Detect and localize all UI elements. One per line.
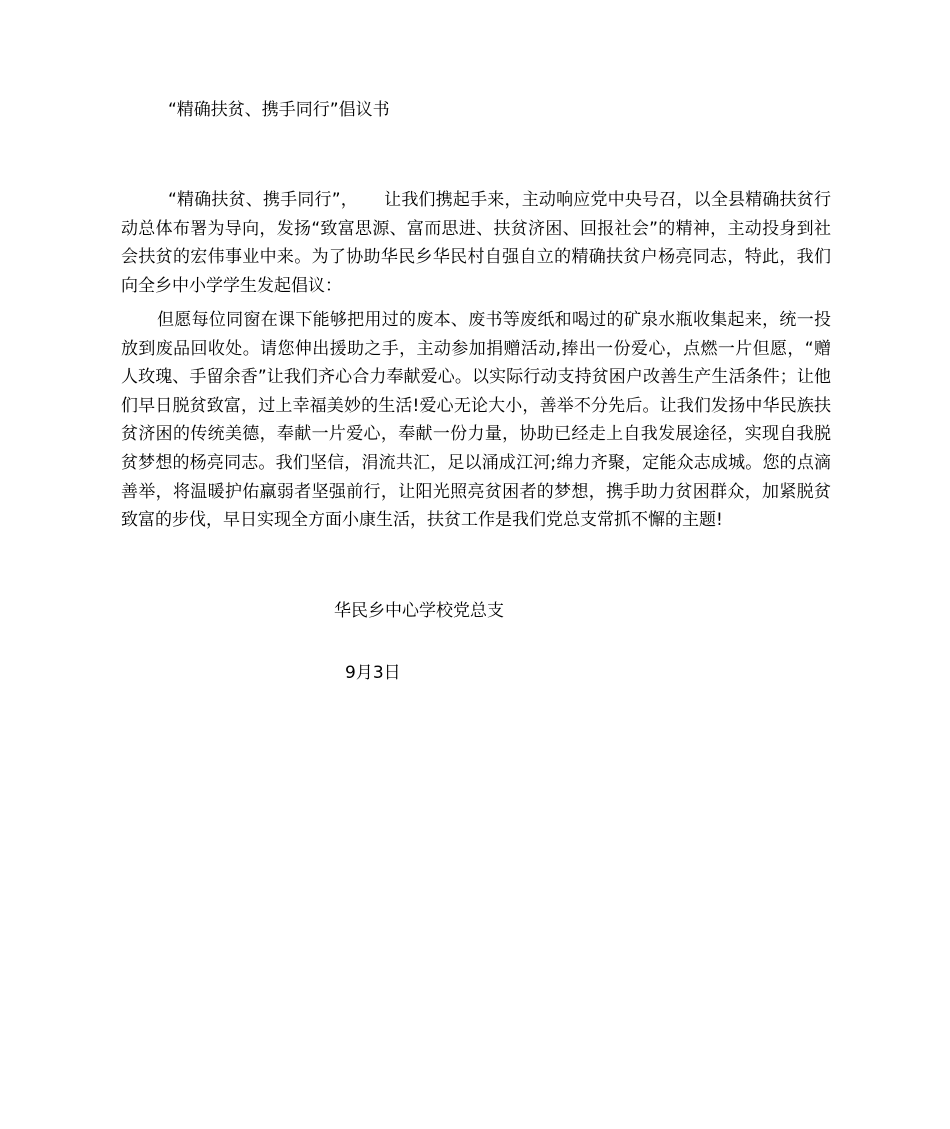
paragraph-intro-body: 让我们携起手来，主动响应党中央号召，以全县精确扶贫行动总体布署为导向，发扬“致富思源、富而思进、扶贫济困、回报社会”的精神，主动投身到社会扶贫的宏伟事业中来。为了协助华民乡华民村自强自立的精确扶贫户杨亮同志，特此，我们向全乡中小学学生发起倡议： [121, 190, 831, 296]
paragraph-intro-lead: “精确扶贫、携手同行”， [168, 190, 358, 210]
signature: 华民乡中心学校党总支 [334, 601, 504, 621]
document-title: “精确扶贫、携手同行”倡议书 [168, 100, 390, 120]
paragraph-proposal: 但愿每位同窗在课下能够把用过的废本、废书等废纸和喝过的矿泉水瓶收集起来，统一投放到废品回收处。请您伸出援助之手，主动参加捐赠活动,捧出一份爱心，点燃一片但愿，“赠人玫瑰、手留余香”让我们齐心合力奉献爱心。以实际行动支持贫困户改善生产生活条件；让他们早日脱贫致富，过上幸福美妙的生活!爱心无论大小，善举不分先后。让我们发扬中华民族扶贫济困的传统美德，奉献一片爱心，奉献一份力量，协助已经走上自我发展途径，实现自我脱贫梦想的杨亮同志。我们坚信，涓流共汇，足以涌成江河;绵力齐聚，定能众志成城。您的点滴善举，将温暖护佑羸弱者坚强前行，让阳光照亮贫困者的梦想，携手助力贫困群众，加紧脱贫致富的步伐，早日实现全方面小康生活，扶贫工作是我们党总支常抓不懈的主题! [121, 310, 831, 531]
document-date: 9月3日 [345, 663, 401, 683]
paragraph-intro [121, 186, 831, 300]
